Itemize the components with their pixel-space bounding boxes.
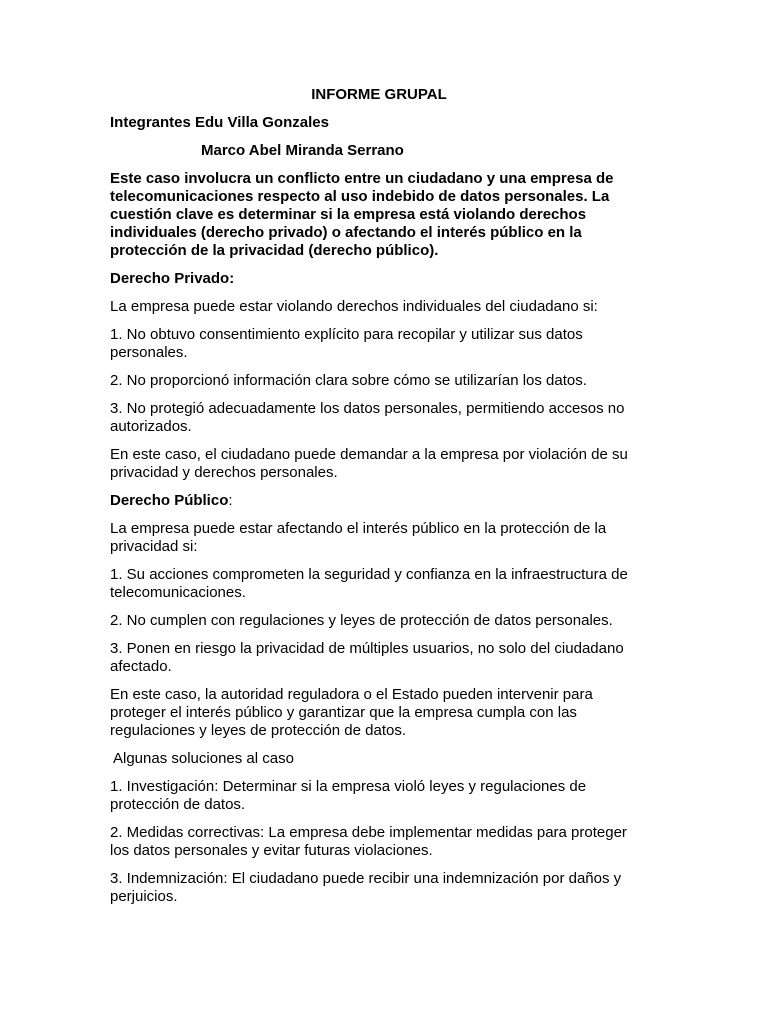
private-item: 2. No proporcionó información clara sobre cómo se utilizarían los datos.	[110, 372, 587, 389]
intro-paragraph: Este caso involucra un conflicto entre un ciudadano y una empresa de telecomunicaciones respecto al uso indebido de datos personales. La cuestión clave es determinar si la empresa está violando derechos individuales (derecho privado) o afectando el interés público en la protección de la privacidad (derecho público).	[110, 170, 614, 259]
private-conclusion: En este caso, el ciudadano puede demandar a la empresa por violación de su privacidad y derechos personales.	[110, 446, 628, 481]
public-heading: Derecho Público	[110, 492, 229, 509]
solution-item: 2. Medidas correctivas: La empresa debe implementar medidas para proteger los datos personales y evitar futuras violaciones.	[110, 824, 627, 859]
private-lead: La empresa puede estar violando derechos individuales del ciudadano si:	[110, 298, 598, 315]
private-item: 1. No obtuvo consentimiento explícito para recopilar y utilizar sus datos personales.	[110, 326, 583, 361]
solution-item: 1. Investigación: Determinar si la empresa violó leyes y regulaciones de protección de datos.	[110, 778, 587, 813]
member-2: Marco Abel Miranda Serrano	[201, 142, 404, 159]
solution-item: 3. Indemnización: El ciudadano puede recibir una indemnización por daños y perjuicios.	[110, 870, 622, 905]
private-heading: Derecho Privado:	[110, 270, 235, 287]
public-conclusion: En este caso, la autoridad reguladora o el Estado pueden intervenir para proteger el interés público y garantizar que la empresa cumpla con las regulaciones y leyes de protección de datos.	[110, 686, 593, 739]
public-heading-line	[110, 492, 648, 510]
public-item: 2. No cumplen con regulaciones y leyes de protección de datos personales.	[110, 612, 613, 629]
private-item: 3. No protegió adecuadamente los datos personales, permitiendo accesos no autorizados.	[110, 400, 625, 435]
public-item: 3. Ponen en riesgo la privacidad de múltiples usuarios, no solo del ciudadano afectado.	[110, 640, 624, 675]
public-lead: La empresa puede estar afectando el interés público en la protección de la privacidad si:	[110, 520, 607, 555]
public-item: 1. Su acciones comprometen la seguridad y confianza en la infraestructura de telecomunicaciones.	[110, 566, 628, 601]
members-line: Integrantes Edu Villa Gonzales	[110, 114, 329, 131]
public-heading-colon: :	[228, 492, 233, 509]
solutions-heading: Algunas soluciones al caso	[113, 750, 294, 767]
document-title: INFORME GRUPAL	[311, 86, 447, 103]
